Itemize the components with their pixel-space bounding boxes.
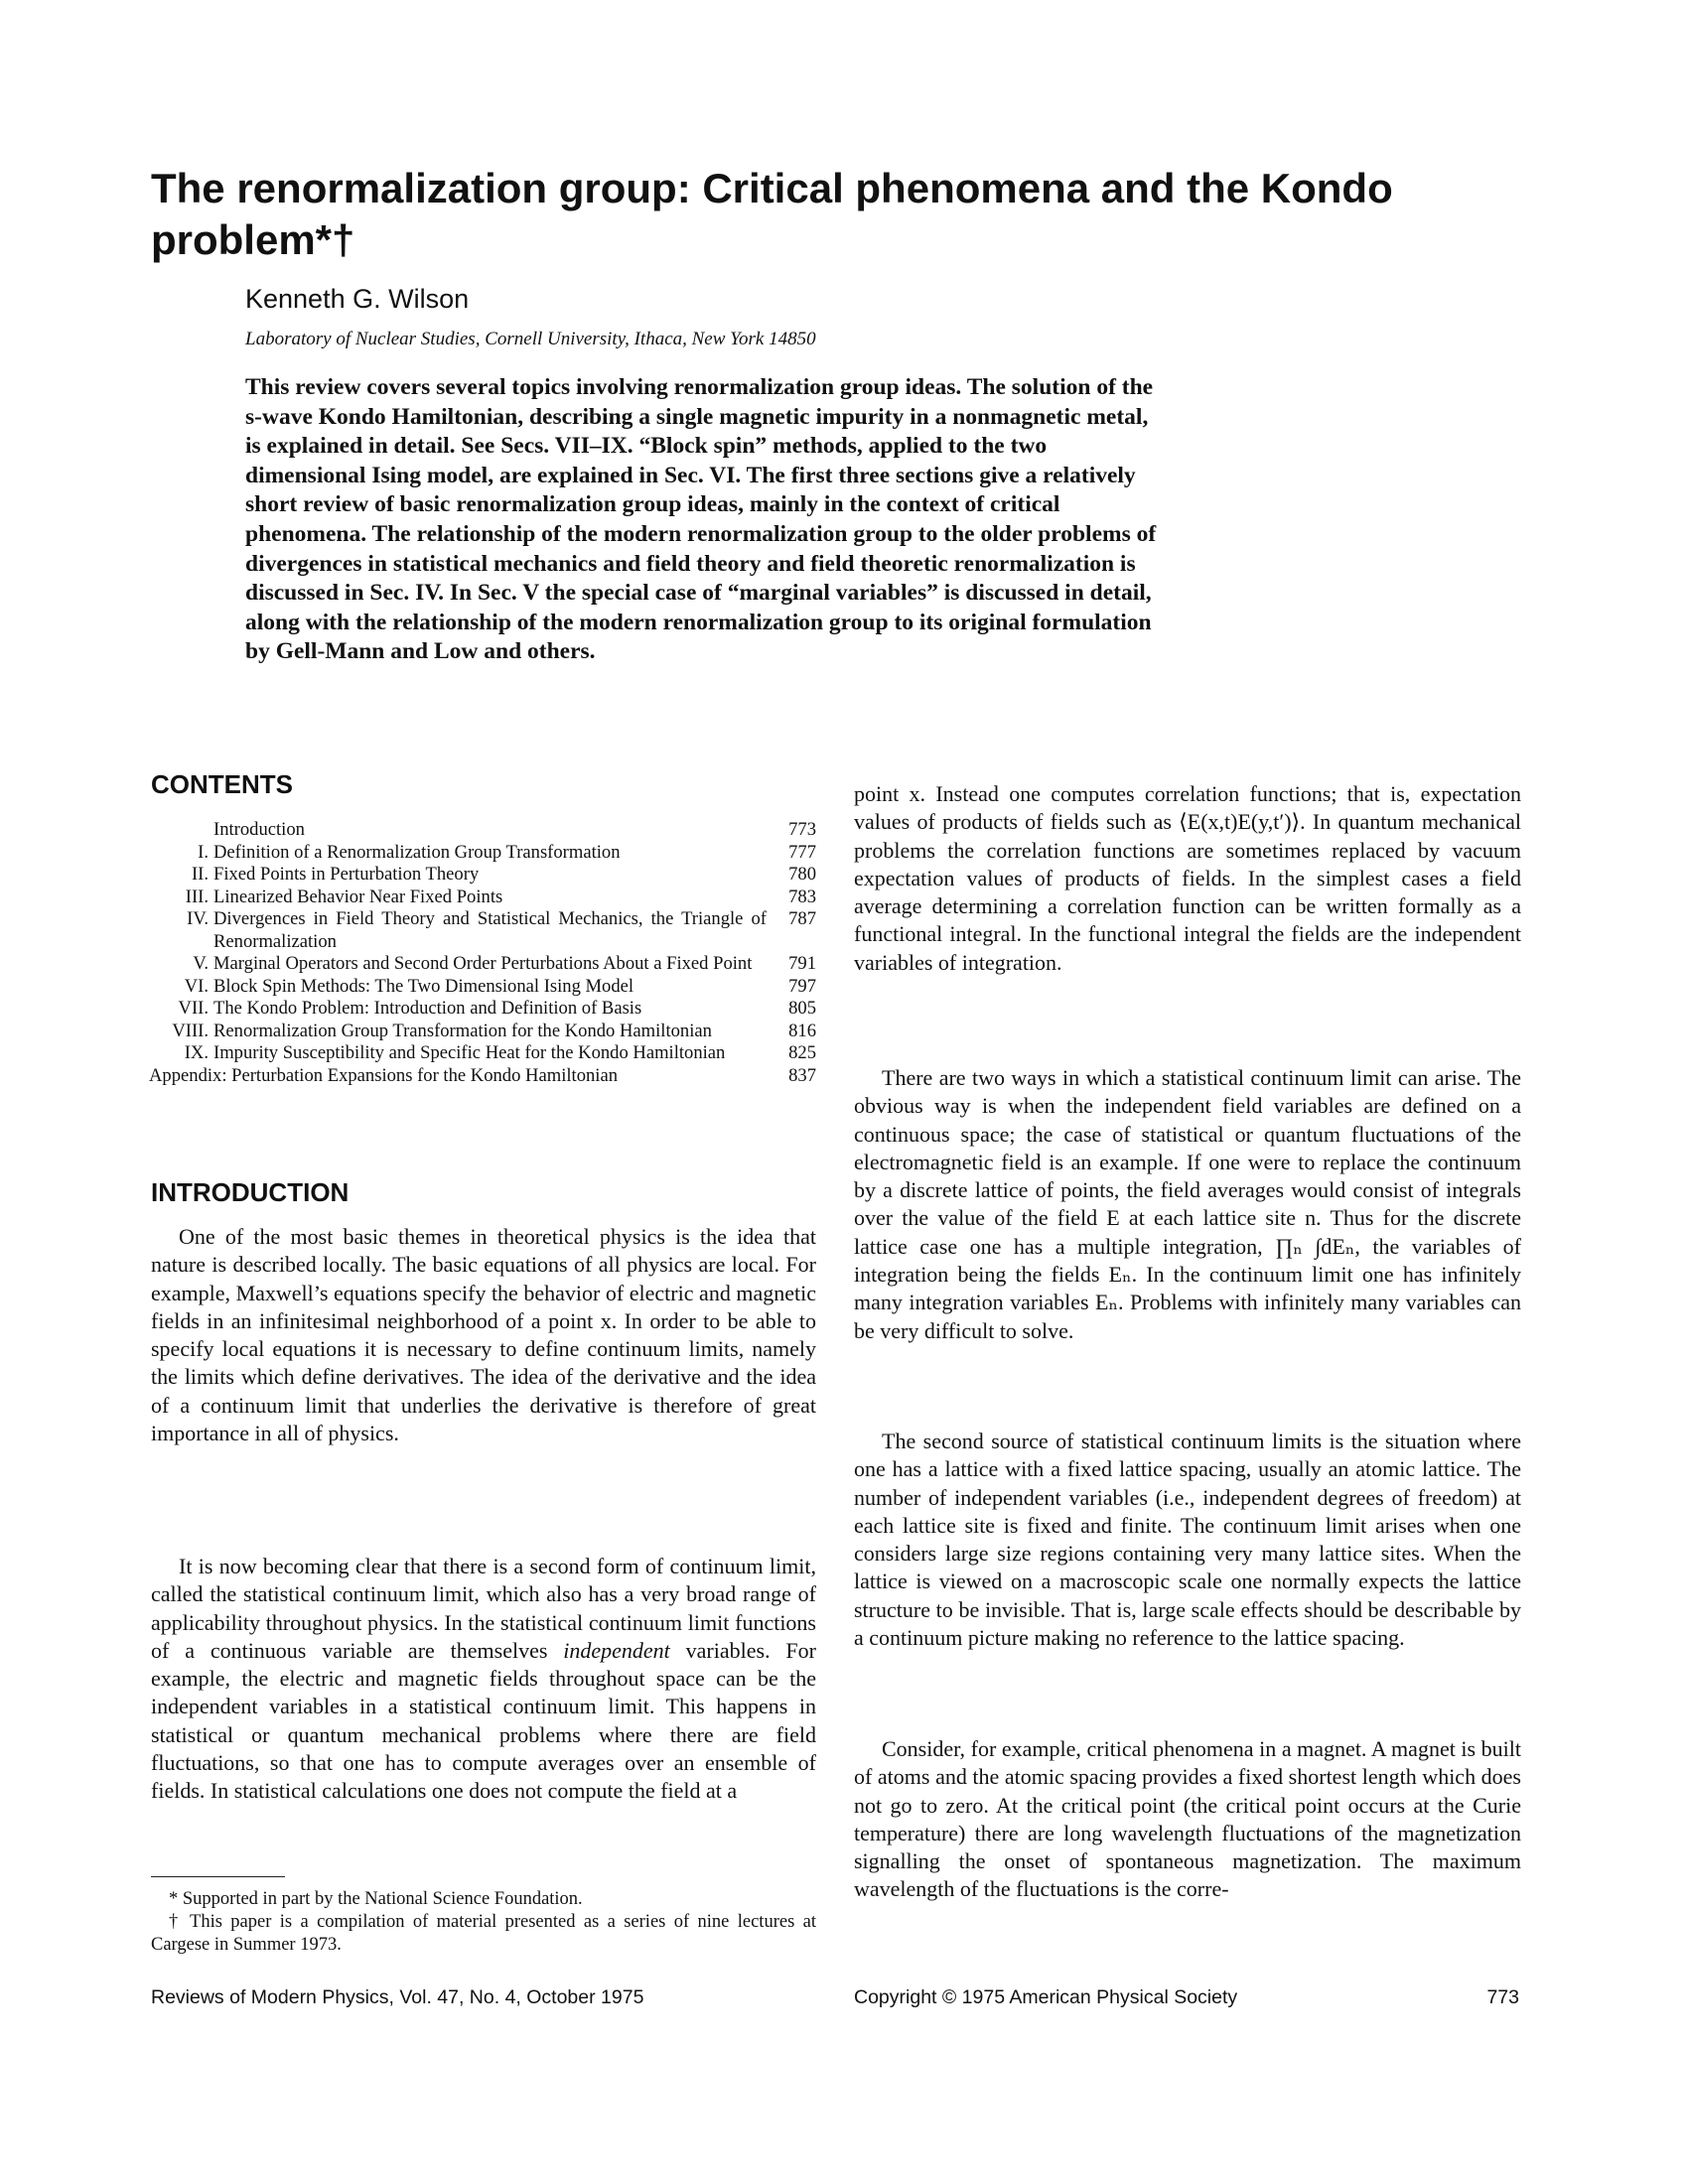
right-paragraph-4: Consider, for example, critical phenomena in a magnet. A magnet is built of atoms and the atomic spacing provides a fixed shortest length which does not go to zero. At the critical point (the critical point occurs at the Curie temperature) there are long wavelength fluctuations of the magnetization signalling the onset of spontaneous magnetization. The maximum wavelength of the fluctuations is the corre- [854, 1736, 1521, 1902]
footer-journal: Reviews of Modern Physics, Vol. 47, No. 4, October 1975 [151, 1986, 644, 2008]
footnote-1: * Supported in part by the National Science Foundation. [169, 1889, 583, 1909]
right-paragraph-3: The second source of statistical continuum limits is the situation where one has a lattice with a fixed lattice spacing, usually an atomic lattice. The number of independent variables (i.e., independent degrees of freedom) at each lattice site is fixed and finite. The continuum limit arises when one considers large size regions containing very many lattice sites. When the lattice is viewed on a macroscopic scale one normally expects the lattice structure to be invisible. That is, large scale effects should be describable by a continuum picture making no reference to the lattice spacing. [854, 1429, 1521, 1651]
toc-entry [149, 819, 816, 842]
toc-appendix-page: 837 [788, 1064, 816, 1086]
toc-entry-page: 773 [788, 819, 816, 840]
footer-copyright: Copyright © 1975 American Physical Society [854, 1986, 1238, 2008]
toc-entry-page: 805 [788, 998, 816, 1019]
toc-entry-title: Introduction [213, 819, 305, 840]
toc-entry-title: Linearized Behavior Near Fixed Points [213, 886, 503, 907]
right-paragraph-1: point x. Instead one computes correlation functions; that is, expectation values of products of fields such as ⟨E(x,t)E(y,t′)⟩. In quantum mechanical problems the correlation functions are sometimes replaced by vacuum expectation values of products of fields. In the simplest cases a field average determining a correlation function can be written formally as a functional integral. In the functional integral the fields are the independent variables of integration. [854, 781, 1521, 975]
paper-title: The renormalization group: Critical phenomena and the Kondo problem*† [151, 165, 1393, 263]
toc-entry-title: Impurity Susceptibility and Specific Heat for the Kondo Hamiltonian [213, 1042, 726, 1063]
abstract: This review covers several topics involving renormalization group ideas. The solution of the s-wave Kondo Hamiltonian, describing a single magnetic impurity in a nonmagnetic metal, is explained in detail. See Secs. VII–IX. “Block spin” methods, applied to the two dimensional Ising model, are explained in Sec. VI. The first three sections give a relatively short review of basic renormalization group ideas, mainly in the context of critical phenomena. The relationship of the modern renormalization group to the older problems of divergences in statistical mechanics and field theory and field theoretic renormalization is discussed in Sec. IV. In Sec. V the special case of “marginal variables” is discussed in detail, along with the relationship of the modern renormalization group to its original formulation by Gell-Mann and Low and others. [245, 374, 1157, 665]
toc-entry [149, 1021, 816, 1043]
toc-entry-number: IV. [187, 908, 209, 929]
toc-appendix-title: Appendix: Perturbation Expansions for the Kondo Hamiltonian [149, 1064, 618, 1086]
toc-entry-title: Definition of a Renormalization Group Transformation [213, 841, 621, 863]
toc-entry-number: II. [191, 864, 209, 885]
toc-entry-page: 777 [788, 841, 816, 863]
toc-entry-number: III. [185, 886, 209, 907]
toc-entry-number: VII. [178, 998, 209, 1019]
toc-entry-number: I. [198, 841, 209, 863]
table-of-contents [149, 819, 816, 1087]
toc-entry-title: Renormalization Group Transformation for the Kondo Hamiltonian [213, 1020, 712, 1041]
toc-entry [149, 887, 816, 909]
toc-entry-page: 797 [788, 975, 816, 997]
toc-entry [149, 1042, 816, 1065]
toc-entry-page: 783 [788, 886, 816, 907]
footnote-rule [151, 1876, 285, 1877]
intro-paragraph-2-start: It is now becoming clear that there is a second form of continuum limit, called the statistical continuum limit, which also has a very broad range of applicability throughout physics. In the statistical continuum limit functions of a continuous variable are themselves [151, 1554, 816, 1663]
toc-entry [149, 908, 816, 953]
footnote-2: † This paper is a compilation of material presented as a series of nine lectures at Cargese in Summer 1973. [151, 1912, 816, 1955]
author-name: Kenneth G. Wilson [245, 284, 470, 314]
footnotes [151, 1888, 816, 1957]
toc-entry [149, 864, 816, 887]
author-affiliation: Laboratory of Nuclear Studies, Cornell University, Ithaca, New York 14850 [245, 329, 816, 349]
toc-entry-page: 791 [788, 953, 816, 974]
intro-paragraph-1: One of the most basic themes in theoretical physics is the idea that nature is described locally. The basic equations of all physics are local. For example, Maxwell’s equations specify the behavior of electric and magnetic fields in an infinitesimal neighborhood of a point x. In order to be able to specify local equations it is necessary to define continuum limits, namely the limits which define derivatives. The idea of the derivative and the idea of a continuum limit that underlies the derivative is therefore of great importance in all of physics. [151, 1224, 816, 1446]
toc-appendix-entry [149, 1065, 816, 1088]
toc-entry-title: Block Spin Methods: The Two Dimensional Ising Model [213, 975, 634, 997]
introduction-heading: INTRODUCTION [151, 1177, 350, 1207]
toc-entry [149, 953, 816, 976]
toc-entry [149, 976, 816, 999]
toc-entry-number: VIII. [172, 1020, 209, 1041]
toc-entry-number: VI. [184, 975, 209, 997]
contents-heading: CONTENTS [151, 769, 293, 799]
intro-paragraph-2-end: variables. For example, the electric and magnetic fields throughout space can be the independent variables in a statistical continuum limit. This happens in statistical or quantum mechanical problems where there are field fluctuations, so that one has to compute averages over an ensemble of fields. In statistical calculations one does not compute the field at a [151, 1637, 816, 1804]
toc-entry-page: 787 [788, 908, 816, 929]
toc-entry-title: Fixed Points in Perturbation Theory [213, 864, 480, 885]
toc-entry [149, 998, 816, 1021]
toc-entry-page: 825 [788, 1042, 816, 1063]
toc-entry-page: 780 [788, 864, 816, 885]
footer-page-number: 773 [1486, 1986, 1519, 2008]
toc-entry [149, 842, 816, 865]
intro-paragraph-2 [151, 1553, 816, 1806]
toc-entry-number: IX. [184, 1042, 209, 1063]
intro-paragraph-2-emphasis: independent [563, 1637, 670, 1663]
toc-entry-title: The Kondo Problem: Introduction and Definition of Basis [213, 998, 642, 1019]
toc-entry-title: Marginal Operators and Second Order Perturbations About a Fixed Point [213, 953, 753, 974]
right-paragraph-2: There are two ways in which a statistical continuum limit can arise. The obvious way is when the independent field variables are defined on a continuous space; the case of statistical or quantum fluctuations of the electromagnetic field is an example. If one were to replace the continuum by a discrete lattice of points, the field averages would consist of integrals over the value of the field E at each lattice site n. Thus for the discrete lattice case one has a multiple integration, ∏ₙ ∫dEₙ, the variables of integration being the fields Eₙ. In the continuum limit one has infinitely many integration variables Eₙ. Problems with infinitely many variables can be very difficult to solve. [854, 1065, 1521, 1343]
toc-entry-title: Divergences in Field Theory and Statistical Mechanics, the Triangle of Renormalization [213, 908, 767, 952]
toc-entry-page: 816 [788, 1020, 816, 1041]
toc-entry-number: V. [193, 953, 209, 974]
